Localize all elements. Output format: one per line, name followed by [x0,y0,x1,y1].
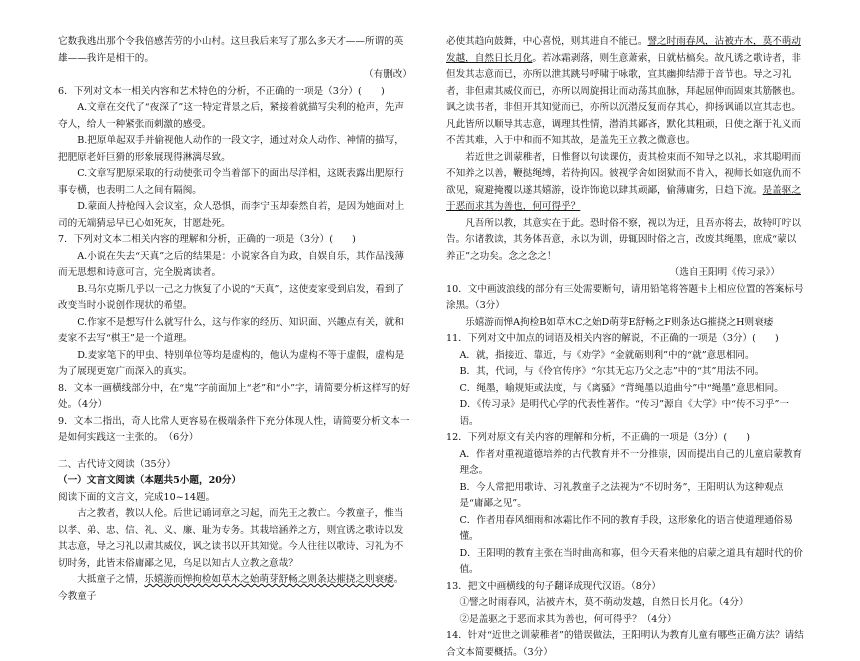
question-12: 12．下列对原文有关内容的理解和分析，不正确的一项是（3分）( ) [446,432,751,443]
question-8: 8．文本一画横线部分中，在“鬼”字前面加上“老”和“小”字，请简要分析这样写的好处。（4分） [58,382,411,410]
left-column [58,34,412,605]
q12-option-a: A．作者对重视道德培养的古代教育并不一分推崇，因而提出自己的儿童启蒙教育理念。 [459,448,803,476]
question-13: 13．把文中画横线的句子翻译成现代汉语。（8分） [446,580,661,592]
right-column [446,34,804,661]
reading-instruction: 阅读下面的文言文，完成10~14题。 [58,491,216,503]
q11-option-c: C．绳墨，喻规矩或法度，与《离骚》“背绳墨以追曲兮”中“绳墨”意思相同。 [459,382,784,394]
underlined-sentence-2: 是盖驱之于恶而求其为善也，何可得乎？ [446,184,801,212]
q7-option-b: B.马尔克斯几乎以一己之力恢复了小说的“天真”，这使麦家受到启发，看到了改变当时小说创作现状的希望。 [58,283,405,311]
q6-option-d: D.蒙面人持枪闯入会议室，众人恐惧，而李宁玉却泰然自若，是因为她面对上司的无端猜忌早已心如死灰，甘愿赴死。 [58,201,405,229]
story-tail: 它数我逃出那个令我倍感苦劳的小山村。这旦我后来写了那么多天才——所谓的英雄——我许是相干的。 [58,36,404,64]
classical-paragraph-2: 大抵童子之情，乐嬉游而惮拘检如草木之始萌芽舒畅之则条达摧挠之则衰痿。今教童子 [58,574,404,602]
question-11: 11．下列对文中加点的词语及相关内容的解说，不正确的一项是（3分）( ) [446,333,779,344]
q6-option-c: C.文章写肥原采取的行动使张司令当着部下的面出尽洋相，这既表露出肥原行事专横，也表明二人之间有隔阂。 [58,168,404,196]
source-citation: （选自王阳明《传习录》） [669,267,780,278]
question-7: 7．下列对文本二相关内容的理解和分析，正确的一项是（3分）( ) [58,234,356,245]
q12-option-c: C．作者用春风细雨和冰霜比作不同的教育手段，这形象化的语言使道理通俗易懂。 [459,514,793,542]
question-10: 10．文中画波浪线的部分有三处需要断句，请用铅笔将答题卡上相应位置的答案标号涂黑。（3分） [446,283,804,311]
question-9: 9．文本二指出，奇人比常人更容易在极端条件下充分体现人性，请简要分析文本一是如何实践这一主张的。 （6分） [58,415,410,443]
section-2-heading: 二、古代诗文阅读（35分） [58,458,176,470]
classical-paragraph-2-cont: 必使其趋向鼓舞，中心喜悦，则其进自不能已。譬之时雨春风，沾被卉木，莫不萌动发越，自然日长月化。若冰霜剥落，则生意萧索，日就枯槁矣。故凡诱之歌诗者，非但发其志意而已，亦所以泄其跳号呼啸于咏歌，宣其幽抑结滞于音节也。导之习礼者，非但肃其威仪而已，亦所以周旋揖让而动荡其血脉，拜起屈伸而固束其筋骸也。讽之读书者，非但开其知觉而已，亦所以沉潜反复而存其心，抑扬讽诵以宣其志也。凡此皆所以顺导其志意，调理其性情，潜消其鄙吝，默化其粗顽，日使之渐于礼义而不苦其难，入于中和而不知其故，是盖先王立教之微意也。 [446,36,801,146]
q12-option-d: D．王阳明的教育主张在当时曲高和寡，但今天看来他的启蒙之道具有超时代的价值。 [459,547,803,575]
question-6: 6．下列对文本一相关内容和艺术特色的分析，不正确的一项是（3分）( ) [58,85,385,97]
q12-option-b: B．今人常把用歌诗、习礼教童子之法视为“不切时务”，王阳明认为这种观点是“庸鄙之见”。 [459,481,784,509]
wavy-underlined-passage: 乐嬉游而惮拘检如草木之始萌芽舒畅之则条达摧挠之则衰痿 [144,574,394,585]
q13-item-2: ②是盖驱之于恶而求其为善也，何可得乎？（4分） [459,613,677,625]
q11-option-a: A．就，指接近、靠近，与《劝学》“金就砺则利”中的“就”意思相同。 [459,349,755,361]
underlined-sentence-1: 譬之时雨春风，沾被卉木，莫不萌动发越，自然日长月化 [446,36,801,64]
classical-paragraph-4: 凡吾所以教，其意实在于此。恐时俗不察，视以为迂，且吾亦将去，故特叮咛以告。尔诸教读，其务体吾意，永以为训，毋辄因时俗之言，改废其绳墨，庶成“蒙以养正”之功矣。念之念之！ [446,217,801,262]
abridged-note: （有删改） [364,69,412,80]
q11-option-b: B．其，代词，与《伶官传序》“尔其无忘乃父之志”中的“其”用法不同。 [459,366,765,377]
q7-option-a: A.小说在失去“天真”之后的结果是：小说家各自为政，自娱自乐，其作品浅薄而无思想和诗意可言，完全脱离读者。 [58,250,404,278]
q13-item-1: ①譬之时雨春风，沾被卉木，莫不萌动发越，自然日长月化。（4分） [459,597,749,608]
q11-option-d: D．《传习录》是明代心学的代表性著作。“传习”源自《大学》中“传不习乎”一语。 [459,399,789,427]
q10-punctuation-line: 乐嬉游而惮A拘检B如草木C之始D萌芽E舒畅之F则条达G摧挠之H则衰痿 [465,316,774,328]
q6-option-a: A.文章在交代了“夜深了”这一特定背景之后，紧接着就描写尖利的枪声，先声夺人，给人一种紧张而刺激的感受。 [58,102,404,130]
subsection-1-heading: （一）文言文阅读（本题共5小题，20分） [58,475,242,486]
classical-paragraph-1: 古之教者，教以人伦。后世记诵词章之习起，而先王之教亡。今教童子，惟当以孝、弟、忠、信、礼、义、廉、耻为专务。其栽培涵养之方，则宜诱之歌诗以发其志意，导之习礼以肃其威仪，讽之读书以开其知觉。今人往往以歌诗、习礼为不切时务，此皆末俗庸鄙之见，乌足以知古人立教之意哉？ [58,508,404,569]
q6-option-b: B.把原单起双手并偷视他人动作的一段文字，通过对众人动作、神情的描写，把肥原老奸巨猾的形象展现得淋漓尽致。 [58,135,404,163]
q7-option-d: D.麦家笔下的甲虫、特别单位等均是虚构的，他认为虚构不等于虚假，虚构是为了展现更宽广而深入的真实。 [58,349,405,377]
q7-option-c: C.作家不是想写什么就写什么，这与作家的经历、知识面、兴趣点有关，就和麦家不去写“棋王”是一个道理。 [58,316,404,344]
question-14: 14．针对“近世之训蒙稚者”的错误做法，王阳明认为教育儿童有哪些正确方法？请结合文本简要概括。（3分） [446,630,804,658]
classical-paragraph-3: 若近世之训蒙稚者，日惟督以句读课仿，责其检束而不知导之以礼，求其聪明而不知养之以善，鞭挞绳缚，若待拘囚。彼视学舍如囹狱而不肯入，视师长如寇仇而不欲见，窥避掩覆以遂其嬉游，设诈饰诡以肆其顽鄙，偷薄庸劣，日趋下流。是盖驱之于恶而求其为善也，何可得乎？ [446,151,801,212]
